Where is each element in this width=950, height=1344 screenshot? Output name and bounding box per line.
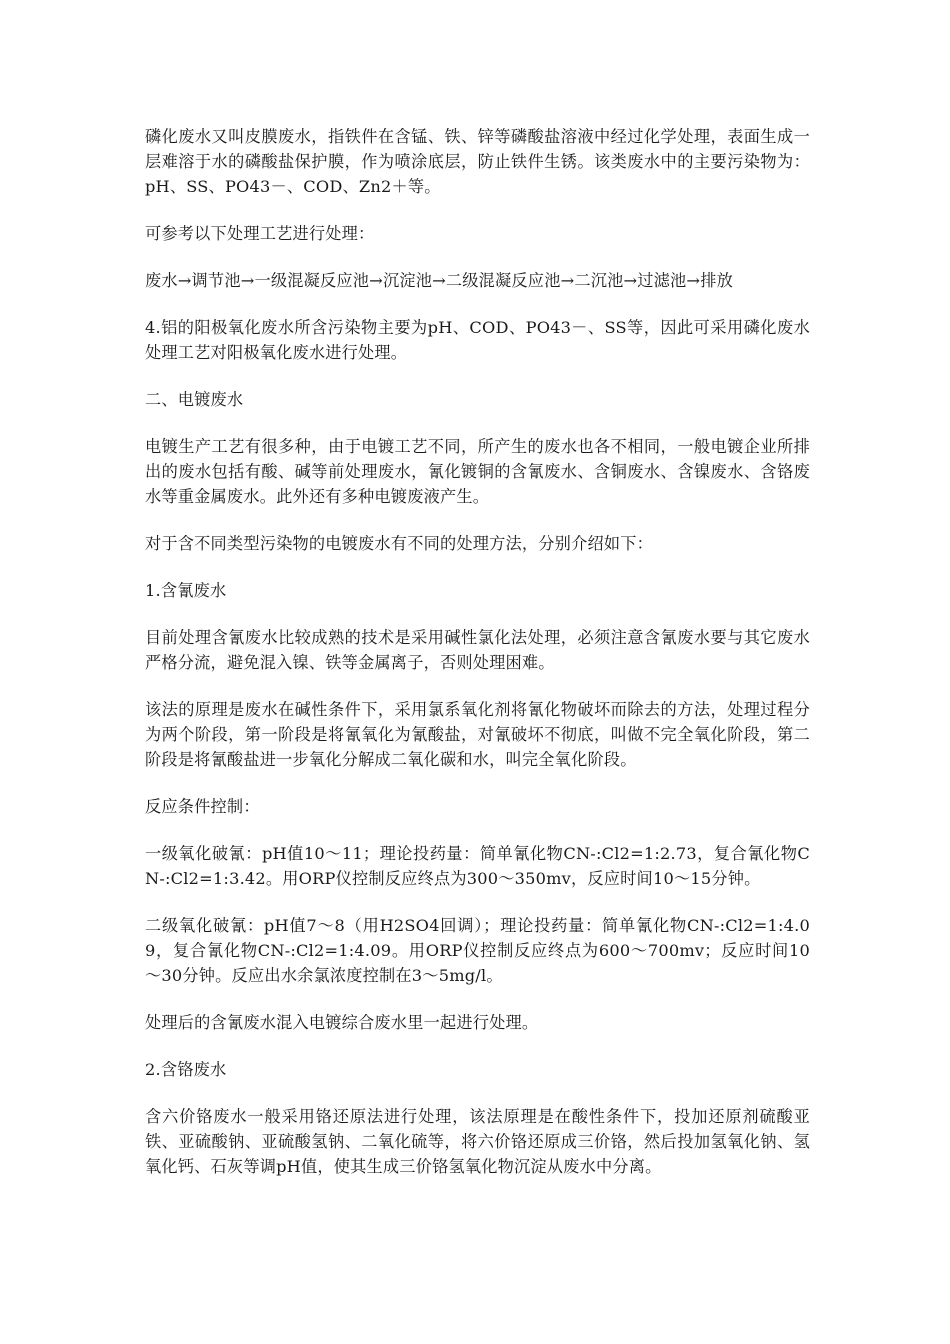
paragraph-second-stage: 二级氧化破氰：pH值7～8（用H2SO4回调）；理论投药量：简单氰化物CN-:Cl2=1:4.09，复合氰化物CN-:Cl2=1:4.09。用ORP仪控制反应终点为600～700mv；反应时间10～30分钟。反应出水余氯浓度控制在3～5mg/l。 [145, 916, 810, 985]
section-heading-electroplating: 二、电镀废水 [145, 390, 244, 409]
paragraph-anodizing: 4.铝的阳极氧化废水所含污染物主要为pH、COD、PO43－、SS等，因此可采用磷化废水处理工艺对阳极氧化废水进行处理。 [145, 318, 810, 362]
paragraph-electroplating-intro: 电镀生产工艺有很多种，由于电镀工艺不同，所产生的废水也各不相同，一般电镀企业所排出的废水包括有酸、碱等前处理废水，氰化镀铜的含氰废水、含铜废水、含镍废水、含铬废水等重金属废水。此外还有多种电镀废液产生。 [145, 437, 810, 506]
paragraph-phosphating-intro: 磷化废水又叫皮膜废水，指铁件在含锰、铁、锌等磷酸盐溶液中经过化学处理，表面生成一层难溶于水的磷酸盐保护膜，作为喷涂底层，防止铁件生锈。该类废水中的主要污染物为：pH、SS、PO43－、COD、Zn2＋等。 [145, 127, 810, 196]
document-body [145, 124, 810, 1201]
paragraph-chromium-method: 含六价铬废水一般采用铬还原法进行处理，该法原理是在酸性条件下，投加还原剂硫酸亚铁、亚硫酸钠、亚硫酸氢钠、二氧化硫等，将六价铬还原成三价铬，然后投加氢氧化钠、氢氧化钙、石灰等调pH值，使其生成三价铬氢氧化物沉淀从废水中分离。 [145, 1107, 810, 1176]
paragraph-reaction-conditions: 反应条件控制： [145, 797, 260, 816]
paragraph-process-flow: 废水→调节池→一级混凝反应池→沉淀池→二级混凝反应池→二沉池→过滤池→排放 [145, 271, 733, 290]
paragraph-cyanide-principle: 该法的原理是废水在碱性条件下，采用氯系氧化剂将氰化物破坏而除去的方法，处理过程分为两个阶段，第一阶段是将氰氧化为氰酸盐，对氰破坏不彻底，叫做不完全氧化阶段，第二阶段是将氰酸盐进一步氧化分解成二氧化碳和水，叫完全氧化阶段。 [145, 700, 810, 769]
paragraph-cyanide-after: 处理后的含氰废水混入电镀综合废水里一起进行处理。 [145, 1013, 539, 1032]
paragraph-first-stage: 一级氧化破氰：pH值10～11；理论投药量：简单氰化物CN-:Cl2=1:2.73，复合氰化物CN-:Cl2=1:3.42。用ORP仪控制反应终点为300～350mv，反应时间10～15分钟。 [145, 844, 810, 888]
paragraph-process-reference: 可参考以下处理工艺进行处理： [145, 224, 375, 243]
subheading-cyanide: 1.含氰废水 [145, 581, 227, 600]
subheading-chromium: 2.含铬废水 [145, 1060, 227, 1079]
paragraph-cyanide-method: 目前处理含氰废水比较成熟的技术是采用碱性氯化法处理，必须注意含氰废水要与其它废水严格分流，避免混入镍、铁等金属离子，否则处理困难。 [145, 628, 810, 672]
paragraph-methods-intro: 对于含不同类型污染物的电镀废水有不同的处理方法，分别介绍如下： [145, 534, 654, 553]
